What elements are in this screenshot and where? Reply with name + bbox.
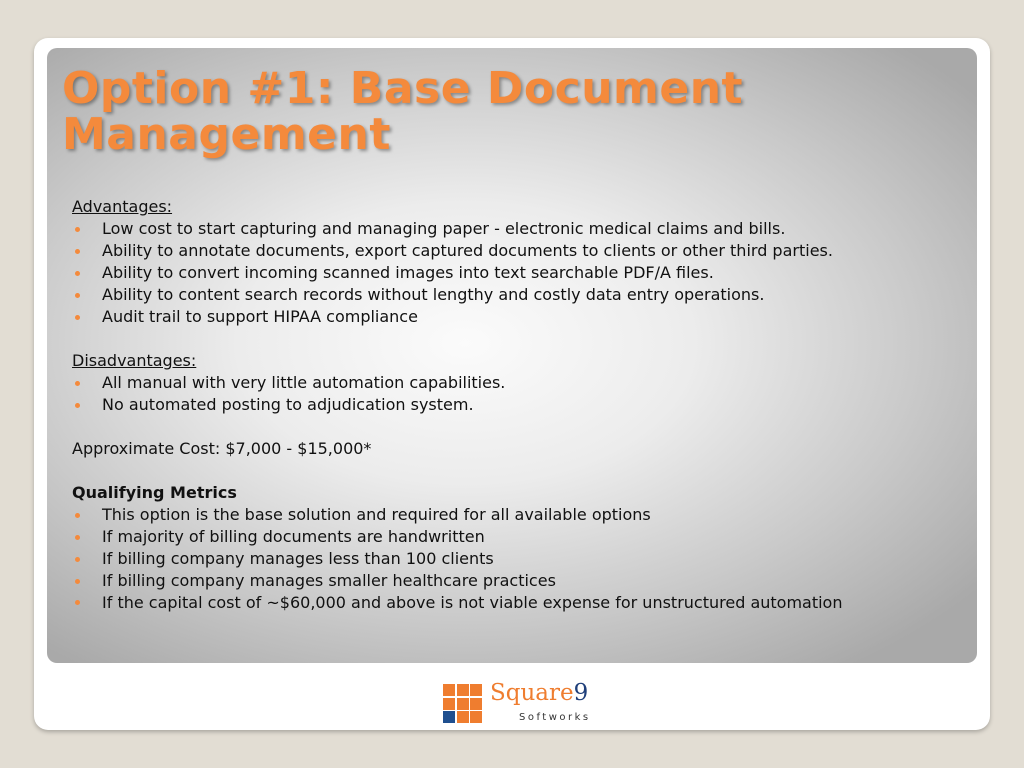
bullet-icon (75, 227, 80, 232)
list-item-text: If majority of billing documents are handwritten (102, 527, 485, 546)
logo-number: 9 (573, 680, 589, 706)
bullet-icon (75, 315, 80, 320)
slide-title-line-2: Management (62, 109, 391, 160)
logo-name-text: Square (490, 680, 574, 706)
bullet-icon (75, 535, 80, 540)
disadvantages-heading: Disadvantages: (72, 351, 197, 370)
list-item-text: If the capital cost of ~$60,000 and above is not viable expense for unstructured automation (102, 593, 843, 612)
spacer (72, 328, 962, 350)
list-item-text: Low cost to start capturing and managing paper - electronic medical claims and bills. (102, 219, 786, 238)
list-item (72, 240, 962, 262)
list-item (72, 372, 962, 394)
list-item-text: If billing company manages less than 100 clients (102, 549, 494, 568)
slide-body (72, 196, 962, 618)
list-item-text: All manual with very little automation capabilities. (102, 373, 506, 392)
list-item (72, 592, 962, 618)
square-grid-logo-icon (443, 684, 482, 723)
spacer (72, 416, 962, 438)
bullet-icon (75, 293, 80, 298)
spacer (72, 460, 962, 482)
bullet-icon (75, 249, 80, 254)
advantages-list (72, 218, 962, 328)
bullet-icon (75, 513, 80, 518)
logo-name (490, 680, 588, 706)
slide-title (62, 63, 942, 160)
qualifying-metrics-list (72, 504, 962, 618)
list-item-text: Ability to content search records without lengthy and costly data entry operations. (102, 285, 765, 304)
logo-subtitle: Softworks (519, 712, 591, 723)
list-item (72, 394, 962, 416)
list-item-text: If billing company manages smaller healthcare practices (102, 571, 556, 590)
list-item-text: Ability to convert incoming scanned images into text searchable PDF/A files. (102, 263, 714, 282)
qualifying-metrics-heading: Qualifying Metrics (72, 483, 237, 502)
list-item (72, 262, 962, 284)
bullet-icon (75, 381, 80, 386)
list-item-text: Ability to annotate documents, export captured documents to clients or other third parties. (102, 241, 833, 260)
list-item (72, 306, 962, 328)
bullet-icon (75, 557, 80, 562)
list-item-text: This option is the base solution and required for all available options (102, 505, 651, 524)
list-item (72, 504, 962, 526)
list-item-text: Audit trail to support HIPAA compliance (102, 307, 418, 326)
list-item (72, 526, 962, 548)
list-item (72, 218, 962, 240)
bullet-icon (75, 579, 80, 584)
company-logo (443, 681, 603, 725)
bullet-icon (75, 271, 80, 276)
slide-title-line-1: Option #1: Base Document (62, 63, 744, 114)
list-item (72, 570, 962, 592)
bullet-icon (75, 403, 80, 408)
list-item (72, 548, 962, 570)
list-item-text: No automated posting to adjudication system. (102, 395, 474, 414)
advantages-heading: Advantages: (72, 197, 173, 216)
approximate-cost: Approximate Cost: $7,000 - $15,000* (72, 439, 372, 458)
list-item (72, 284, 962, 306)
bullet-icon (75, 600, 80, 605)
disadvantages-list (72, 372, 962, 416)
content-panel (47, 48, 977, 663)
